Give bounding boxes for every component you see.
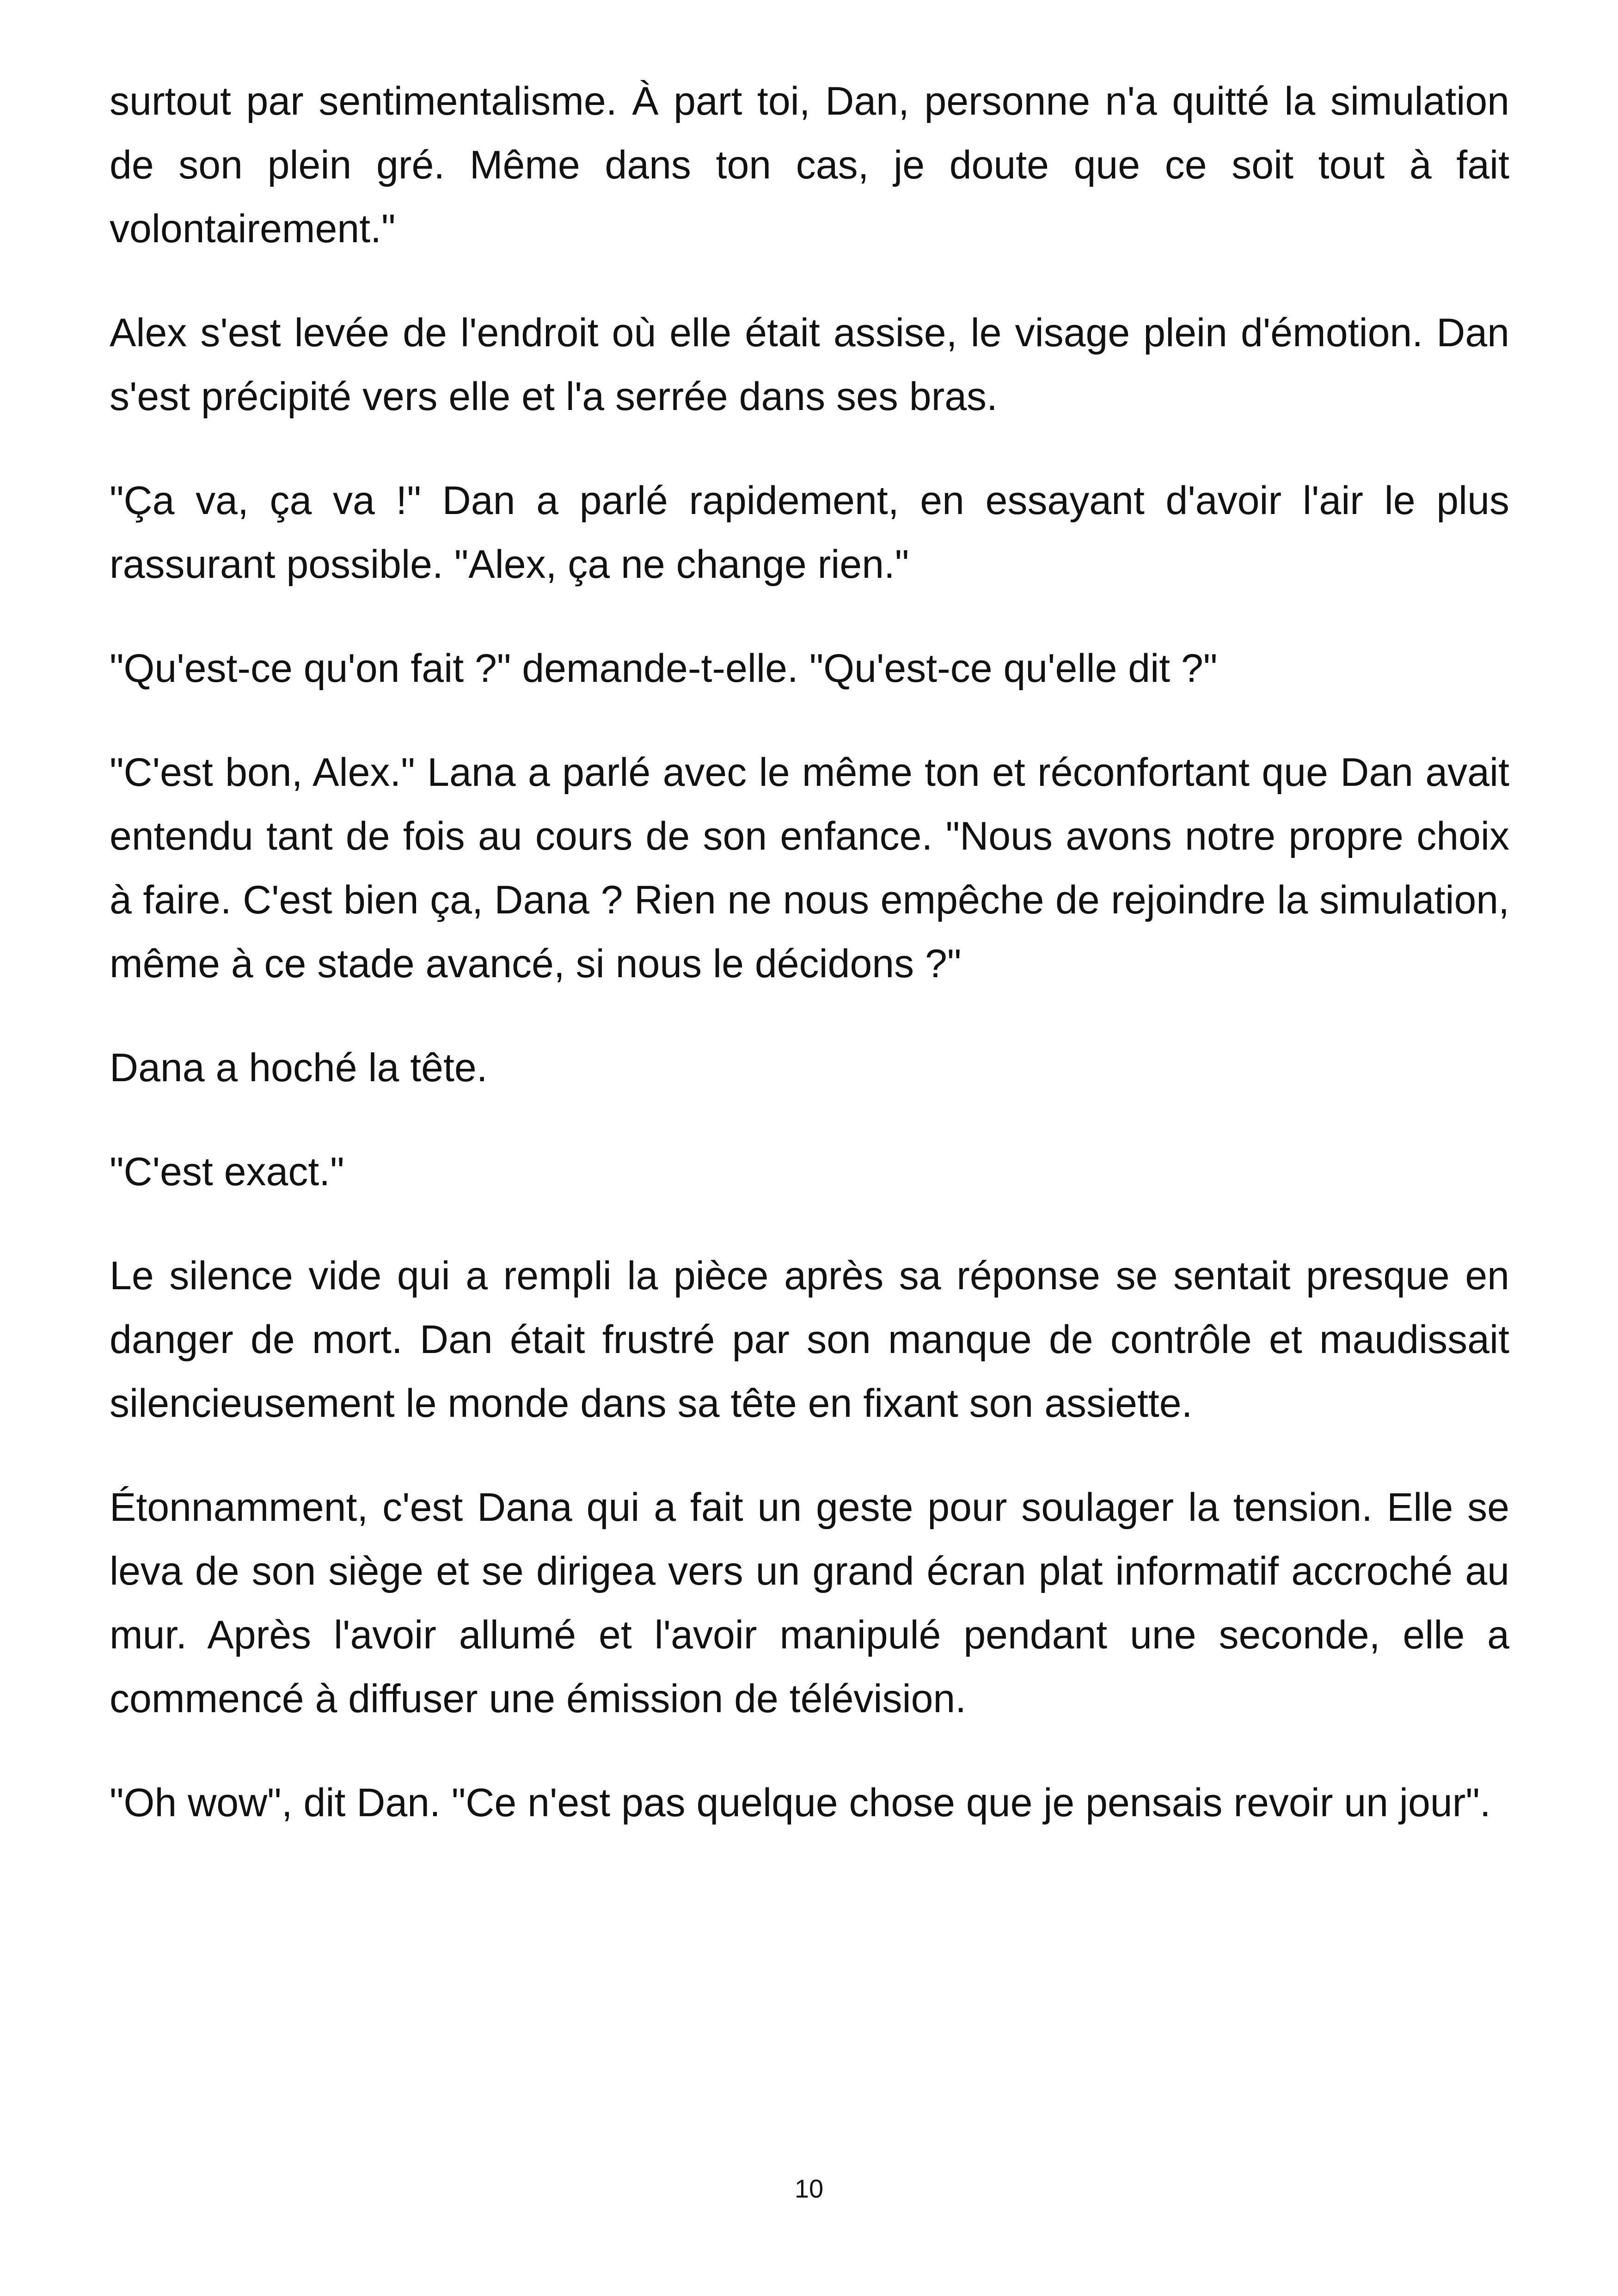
paragraph-2: Alex s'est levée de l'endroit où elle était assise, le visage plein d'émotion. Dan s'est précipité vers elle et l'a serrée dans ses bras. [110, 311, 1509, 419]
paragraph-8: Le silence vide qui a rempli la pièce après sa réponse se sentait presque en danger de mort. Dan était frustré par son manque de contrôle et maudissait silencieusement le monde dans sa tête en fixant son assiette. [110, 1254, 1509, 1426]
document-body [110, 69, 1509, 1875]
paragraph-6: Dana a hoché la tête. [110, 1046, 488, 1090]
paragraph-4: "Qu'est-ce qu'on fait ?" demande-t-elle. "Qu'est-ce qu'elle dit ?" [110, 646, 1218, 691]
paragraph-7: "C'est exact." [110, 1150, 344, 1194]
paragraph-5: "C'est bon, Alex." Lana a parlé avec le même ton et réconfortant que Dan avait entendu tant de fois au cours de son enfance. "Nous avons notre propre choix à faire. C'est bien ça, Dana ? Rien ne nous empêche de rejoindre la simulation, même à ce stade avancé, si nous le décidons ?" [110, 750, 1509, 986]
paragraph-10: "Oh wow", dit Dan. "Ce n'est pas quelque chose que je pensais revoir un jour". [110, 1781, 1491, 1825]
paragraph-3: "Ça va, ça va !" Dan a parlé rapidement, en essayant d'avoir l'air le plus rassurant possible. "Alex, ça ne change rien." [110, 478, 1509, 587]
page-number: 10 [794, 2174, 824, 2203]
paragraph-1: surtout par sentimentalisme. À part toi, Dan, personne n'a quitté la simulation de son plein gré. Même dans ton cas, je doute que ce soit tout à fait volontairement." [110, 79, 1509, 251]
paragraph-9: Étonnamment, c'est Dana qui a fait un geste pour soulager la tension. Elle se leva de son siège et se dirigea vers un grand écran plat informatif accroché au mur. Après l'avoir allumé et l'avoir manipulé pendant une seconde, elle a commencé à diffuser une émission de télévision. [110, 1485, 1509, 1721]
